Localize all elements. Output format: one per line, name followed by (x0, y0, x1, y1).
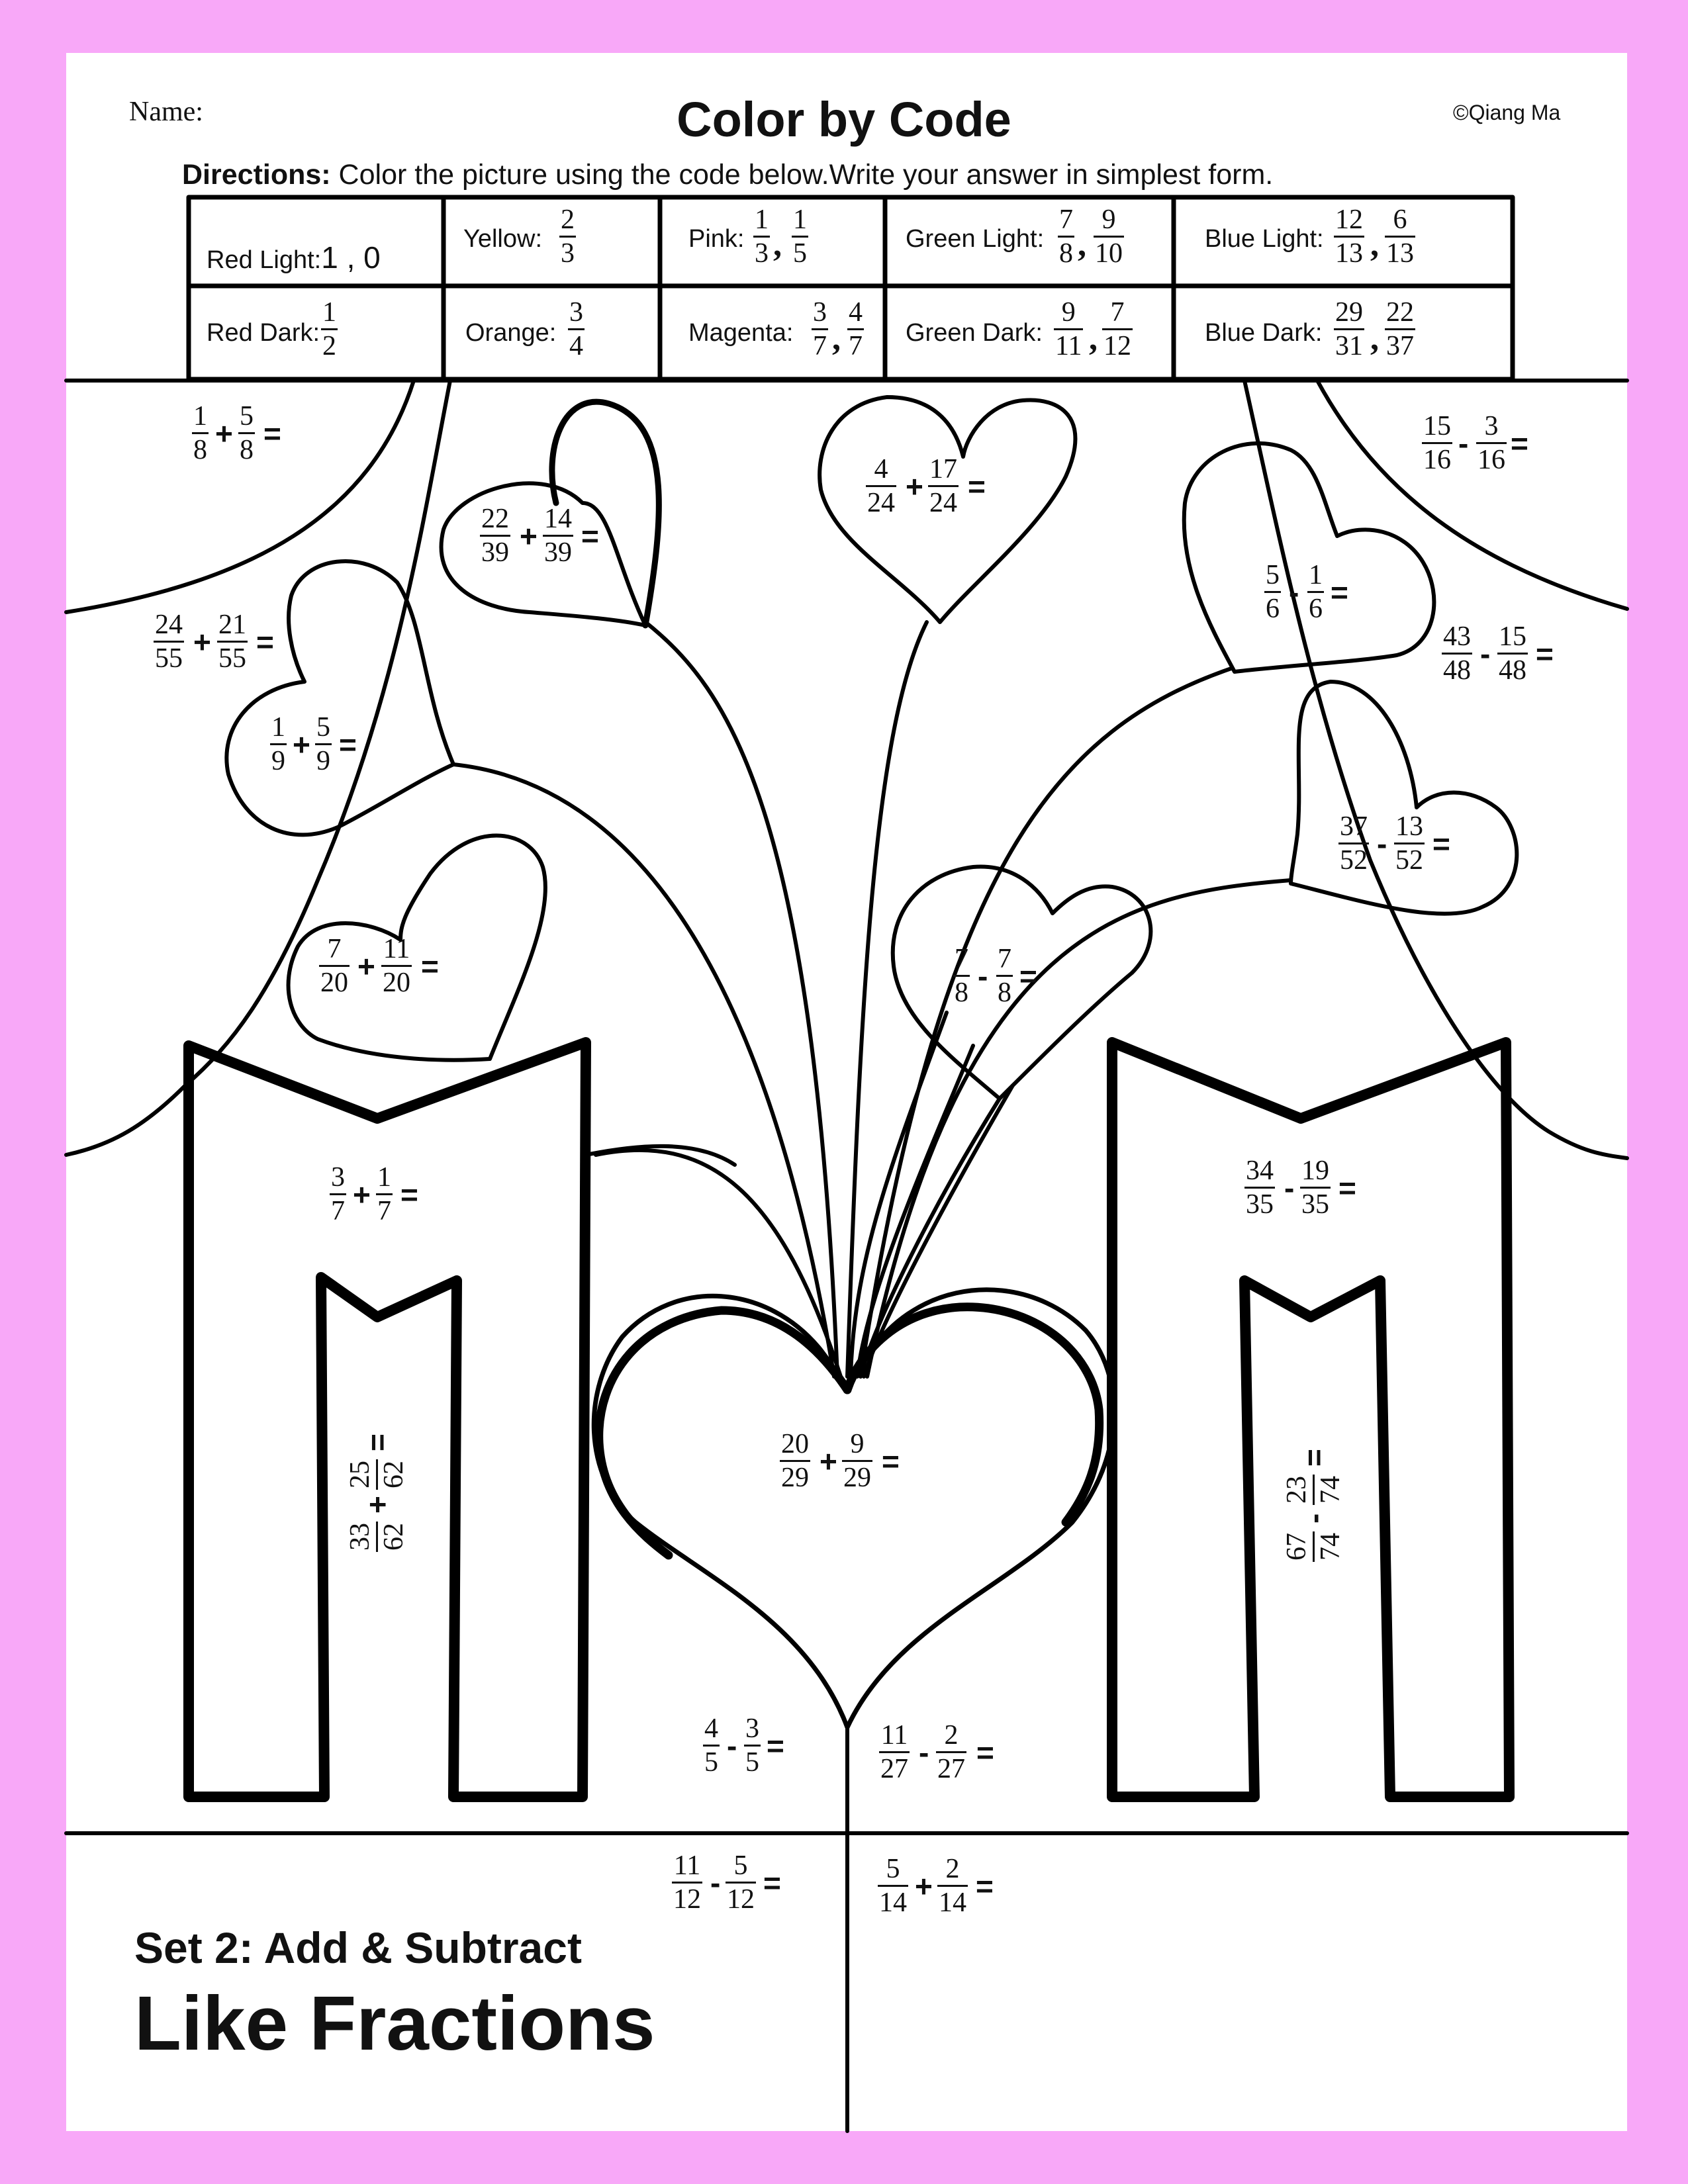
denominator: 24 (867, 488, 895, 519)
red-light-label-text: Red Light: (207, 246, 322, 274)
denominator: 12 (1103, 331, 1131, 362)
code-green-dark-fraction-1 (1054, 296, 1083, 363)
denominator: 12 (673, 1884, 701, 1915)
denominator: 48 (1443, 655, 1471, 686)
denominator: 24 (929, 488, 957, 519)
denominator: 74 (1315, 1476, 1346, 1504)
numerator: 3 (813, 297, 827, 328)
equals-sign: = (400, 1177, 418, 1212)
denominator: 74 (1315, 1533, 1346, 1561)
directions-text: Color the picture using the code below.Write your answer in simplest form. (330, 159, 1274, 191)
code-pink-fraction-1 (753, 204, 770, 270)
comma: , (1078, 226, 1086, 263)
fraction (1300, 1155, 1331, 1221)
denominator: 12 (727, 1884, 755, 1915)
numerator: 1 (322, 297, 336, 328)
fraction (879, 1719, 910, 1786)
denominator: 6 (1266, 594, 1280, 625)
numerator: 7 (1110, 297, 1125, 328)
numerator: 1 (271, 712, 285, 743)
code-blue-light-fraction-2 (1385, 204, 1415, 270)
denominator: 13 (1386, 238, 1414, 269)
fraction (238, 400, 255, 467)
denominator: 7 (331, 1196, 345, 1227)
fraction (744, 1713, 761, 1779)
denominator: 14 (879, 1888, 907, 1919)
equals-sign: = (581, 519, 599, 553)
numerator: 21 (218, 610, 246, 640)
denominator: 7 (813, 331, 827, 362)
denominator: 16 (1477, 445, 1505, 476)
denominator: 8 (955, 978, 968, 1009)
fraction (381, 933, 412, 999)
numerator: 1 (377, 1162, 391, 1193)
numerator: 34 (1246, 1156, 1274, 1186)
denominator: 7 (377, 1196, 391, 1227)
operator: - (1284, 1171, 1295, 1205)
fraction (319, 933, 350, 999)
denominator: 8 (240, 435, 254, 466)
numerator: 7 (998, 944, 1011, 974)
numerator: 23 (1282, 1476, 1312, 1504)
operator: + (360, 1496, 395, 1514)
fraction (217, 609, 248, 675)
numerator: 15 (1499, 621, 1526, 652)
fraction (1422, 410, 1452, 477)
operator: - (710, 1866, 721, 1900)
set-title: Like Fractions (134, 1980, 655, 2066)
name-label: Name: (129, 97, 203, 127)
numerator: 11 (673, 1850, 701, 1881)
numerator: 3 (745, 1713, 759, 1744)
numerator: 2 (561, 205, 575, 235)
denominator: 20 (383, 968, 410, 999)
denominator: 9 (271, 746, 285, 777)
equals-sign: = (360, 1433, 395, 1451)
denominator: 16 (1423, 445, 1451, 476)
comma: , (1370, 226, 1379, 263)
denominator: 39 (481, 537, 509, 569)
operator: + (820, 1444, 837, 1479)
equals-sign: = (263, 416, 281, 451)
fraction (672, 1850, 702, 1916)
fraction (842, 1428, 872, 1494)
numerator: 1 (193, 401, 207, 432)
fraction (780, 1428, 810, 1494)
denominator: 4 (569, 331, 583, 362)
numerator: 2 (945, 1854, 960, 1884)
denominator: 27 (937, 1754, 965, 1785)
equals-sign: = (767, 1729, 784, 1763)
code-green-light-fraction-1 (1058, 204, 1074, 270)
numerator: 2 (944, 1720, 959, 1751)
fraction (1442, 621, 1472, 687)
fraction (928, 453, 959, 520)
numerator: 22 (481, 504, 509, 534)
code-green-light-label: Green Light: (906, 225, 1045, 253)
numerator: 4 (874, 454, 888, 484)
numerator: 9 (1102, 205, 1116, 235)
page-title: Color by Code (677, 92, 1011, 147)
denominator: 2 (322, 331, 336, 362)
operator: - (919, 1735, 929, 1770)
comma: , (832, 320, 841, 357)
equals-sign: = (339, 727, 357, 762)
fraction (1338, 811, 1369, 877)
fraction (1281, 1531, 1347, 1562)
numerator: 5 (1266, 560, 1280, 590)
denominator: 7 (849, 331, 863, 362)
code-blue-light-fraction-1 (1334, 204, 1364, 270)
numerator: 25 (345, 1461, 375, 1488)
operator: + (293, 727, 310, 762)
equals-sign: = (976, 1735, 994, 1770)
comma: , (773, 226, 782, 263)
numerator: 1 (755, 205, 769, 235)
equals-sign: = (968, 469, 986, 504)
numerator: 4 (849, 297, 863, 328)
denominator: 9 (316, 746, 330, 777)
fraction (270, 711, 287, 778)
denominator: 13 (1335, 238, 1363, 269)
numerator: 1 (1309, 560, 1323, 590)
numerator: 43 (1443, 621, 1471, 652)
operator: + (915, 1869, 933, 1903)
code-blue-light-label: Blue Light: (1205, 225, 1324, 253)
code-red-dark-fraction (321, 296, 338, 363)
denominator: 27 (880, 1754, 908, 1785)
directions-label: Directions: (182, 159, 331, 191)
fraction (1394, 811, 1425, 877)
denominator: 55 (218, 643, 246, 674)
operator: + (215, 416, 233, 451)
equals-sign: = (882, 1444, 900, 1479)
fraction (480, 503, 510, 569)
denominator: 48 (1499, 655, 1526, 686)
numerator: 5 (316, 712, 330, 743)
code-magenta-fraction-2 (847, 296, 864, 363)
operator: + (193, 625, 211, 659)
code-pink-label: Pink: (688, 225, 745, 253)
operator: - (1480, 637, 1491, 671)
operator: + (906, 469, 923, 504)
operator: + (520, 519, 538, 553)
equals-sign: = (1536, 637, 1554, 671)
fraction (192, 400, 209, 467)
denominator: 3 (755, 238, 769, 269)
denominator: 55 (155, 643, 183, 674)
operator: + (357, 949, 375, 983)
fraction (953, 943, 970, 1009)
fraction (866, 453, 896, 520)
denominator: 5 (745, 1747, 759, 1778)
fraction (996, 943, 1013, 1009)
operator: - (727, 1729, 737, 1763)
numerator: 11 (880, 1720, 908, 1751)
operator: - (1458, 426, 1469, 461)
denominator: 39 (544, 537, 572, 569)
code-orange-label: Orange: (465, 319, 557, 347)
denominator: 31 (1335, 331, 1363, 362)
code-green-dark-fraction-2 (1102, 296, 1133, 363)
denominator: 37 (1386, 331, 1414, 362)
denominator: 52 (1340, 845, 1368, 876)
fraction (1497, 621, 1528, 687)
numerator: 7 (1059, 205, 1073, 235)
equals-sign: = (976, 1869, 994, 1903)
code-orange-fraction (568, 296, 585, 363)
equals-sign: = (1019, 959, 1037, 993)
code-green-light-fraction-2 (1094, 204, 1124, 270)
numerator: 3 (1484, 411, 1499, 441)
denominator: 3 (561, 238, 575, 269)
code-blue-dark-fraction-1 (1334, 296, 1364, 363)
numerator: 11 (383, 934, 410, 964)
numerator: 24 (155, 610, 183, 640)
set-label: Set 2: Add & Subtract (134, 1923, 582, 1972)
code-magenta-label: Magenta: (688, 319, 794, 347)
numerator: 6 (1393, 205, 1407, 235)
fraction (878, 1853, 908, 1919)
code-green-dark-label: Green Dark: (906, 319, 1043, 347)
denominator: 20 (320, 968, 348, 999)
denominator: 10 (1095, 238, 1123, 269)
numerator: 37 (1340, 811, 1368, 842)
copyright: ©Qiang Ma (1453, 101, 1561, 124)
equals-sign: = (421, 949, 439, 983)
operator: - (978, 959, 988, 993)
numerator: 7 (327, 934, 342, 964)
denominator: 29 (843, 1463, 871, 1494)
equals-sign: = (1338, 1171, 1356, 1205)
numerator: 14 (544, 504, 572, 534)
denominator: 5 (793, 238, 807, 269)
fraction (543, 503, 573, 569)
fraction (330, 1161, 346, 1228)
numerator: 13 (1395, 811, 1423, 842)
equals-sign: = (763, 1866, 781, 1900)
operator: + (353, 1177, 371, 1212)
operator: - (1297, 1513, 1331, 1524)
numerator: 67 (1282, 1533, 1312, 1561)
code-pink-fraction-2 (792, 204, 808, 270)
code-blue-dark-fraction-2 (1385, 296, 1415, 363)
numerator: 1 (793, 205, 807, 235)
code-blue-dark-label: Blue Dark: (1205, 319, 1323, 347)
fraction (703, 1713, 720, 1779)
fraction (937, 1853, 968, 1919)
numerator: 5 (886, 1854, 900, 1884)
code-red-dark-label: Red Dark: (207, 319, 320, 347)
denominator: 8 (193, 435, 207, 466)
fraction (726, 1850, 756, 1916)
numerator: 7 (955, 944, 968, 974)
numerator: 33 (345, 1523, 375, 1551)
numerator: 29 (1335, 297, 1363, 328)
numerator: 4 (704, 1713, 718, 1744)
operator: - (1289, 575, 1299, 610)
fraction (1281, 1475, 1347, 1505)
equals-sign: = (1297, 1449, 1331, 1467)
equals-sign: = (1331, 575, 1348, 610)
denominator: 6 (1309, 594, 1323, 625)
fraction (344, 1459, 410, 1490)
equals-sign: = (1432, 827, 1450, 861)
numerator: 22 (1386, 297, 1414, 328)
fraction (376, 1161, 393, 1228)
numerator: 3 (569, 297, 583, 328)
comma: , (1089, 320, 1098, 357)
fraction (1476, 410, 1507, 477)
denominator: 35 (1246, 1189, 1274, 1220)
denominator: 8 (1059, 238, 1073, 269)
code-yellow-fraction (559, 204, 576, 270)
fraction (1264, 559, 1281, 625)
denominator: 5 (704, 1747, 718, 1778)
numerator: 12 (1335, 205, 1363, 235)
denominator: 35 (1301, 1189, 1329, 1220)
numerator: 15 (1423, 411, 1451, 441)
numerator: 3 (331, 1162, 345, 1193)
red-light-values: 1 , 0 (321, 240, 381, 275)
fraction (936, 1719, 966, 1786)
denominator: 11 (1055, 331, 1082, 362)
fraction (1244, 1155, 1275, 1221)
operator: - (1377, 827, 1387, 861)
numerator: 9 (850, 1429, 865, 1459)
denominator: 52 (1395, 845, 1423, 876)
directions (182, 159, 1273, 191)
comma: , (1370, 320, 1379, 357)
numerator: 5 (240, 401, 254, 432)
numerator: 9 (1061, 297, 1076, 328)
numerator: 19 (1301, 1156, 1329, 1186)
fraction (154, 609, 184, 675)
numerator: 17 (929, 454, 957, 484)
denominator: 62 (379, 1523, 410, 1551)
denominator: 29 (781, 1463, 809, 1494)
numerator: 5 (733, 1850, 748, 1881)
equals-sign: = (256, 625, 274, 659)
denominator: 8 (998, 978, 1011, 1009)
fraction (315, 711, 332, 778)
code-magenta-fraction-1 (812, 296, 828, 363)
fraction (344, 1522, 410, 1552)
code-yellow-label: Yellow: (463, 225, 543, 253)
code-red-light-label (207, 240, 381, 275)
denominator: 62 (379, 1461, 410, 1488)
numerator: 20 (781, 1429, 809, 1459)
denominator: 14 (939, 1888, 966, 1919)
fraction (1307, 559, 1324, 625)
equals-sign: = (1511, 426, 1528, 461)
